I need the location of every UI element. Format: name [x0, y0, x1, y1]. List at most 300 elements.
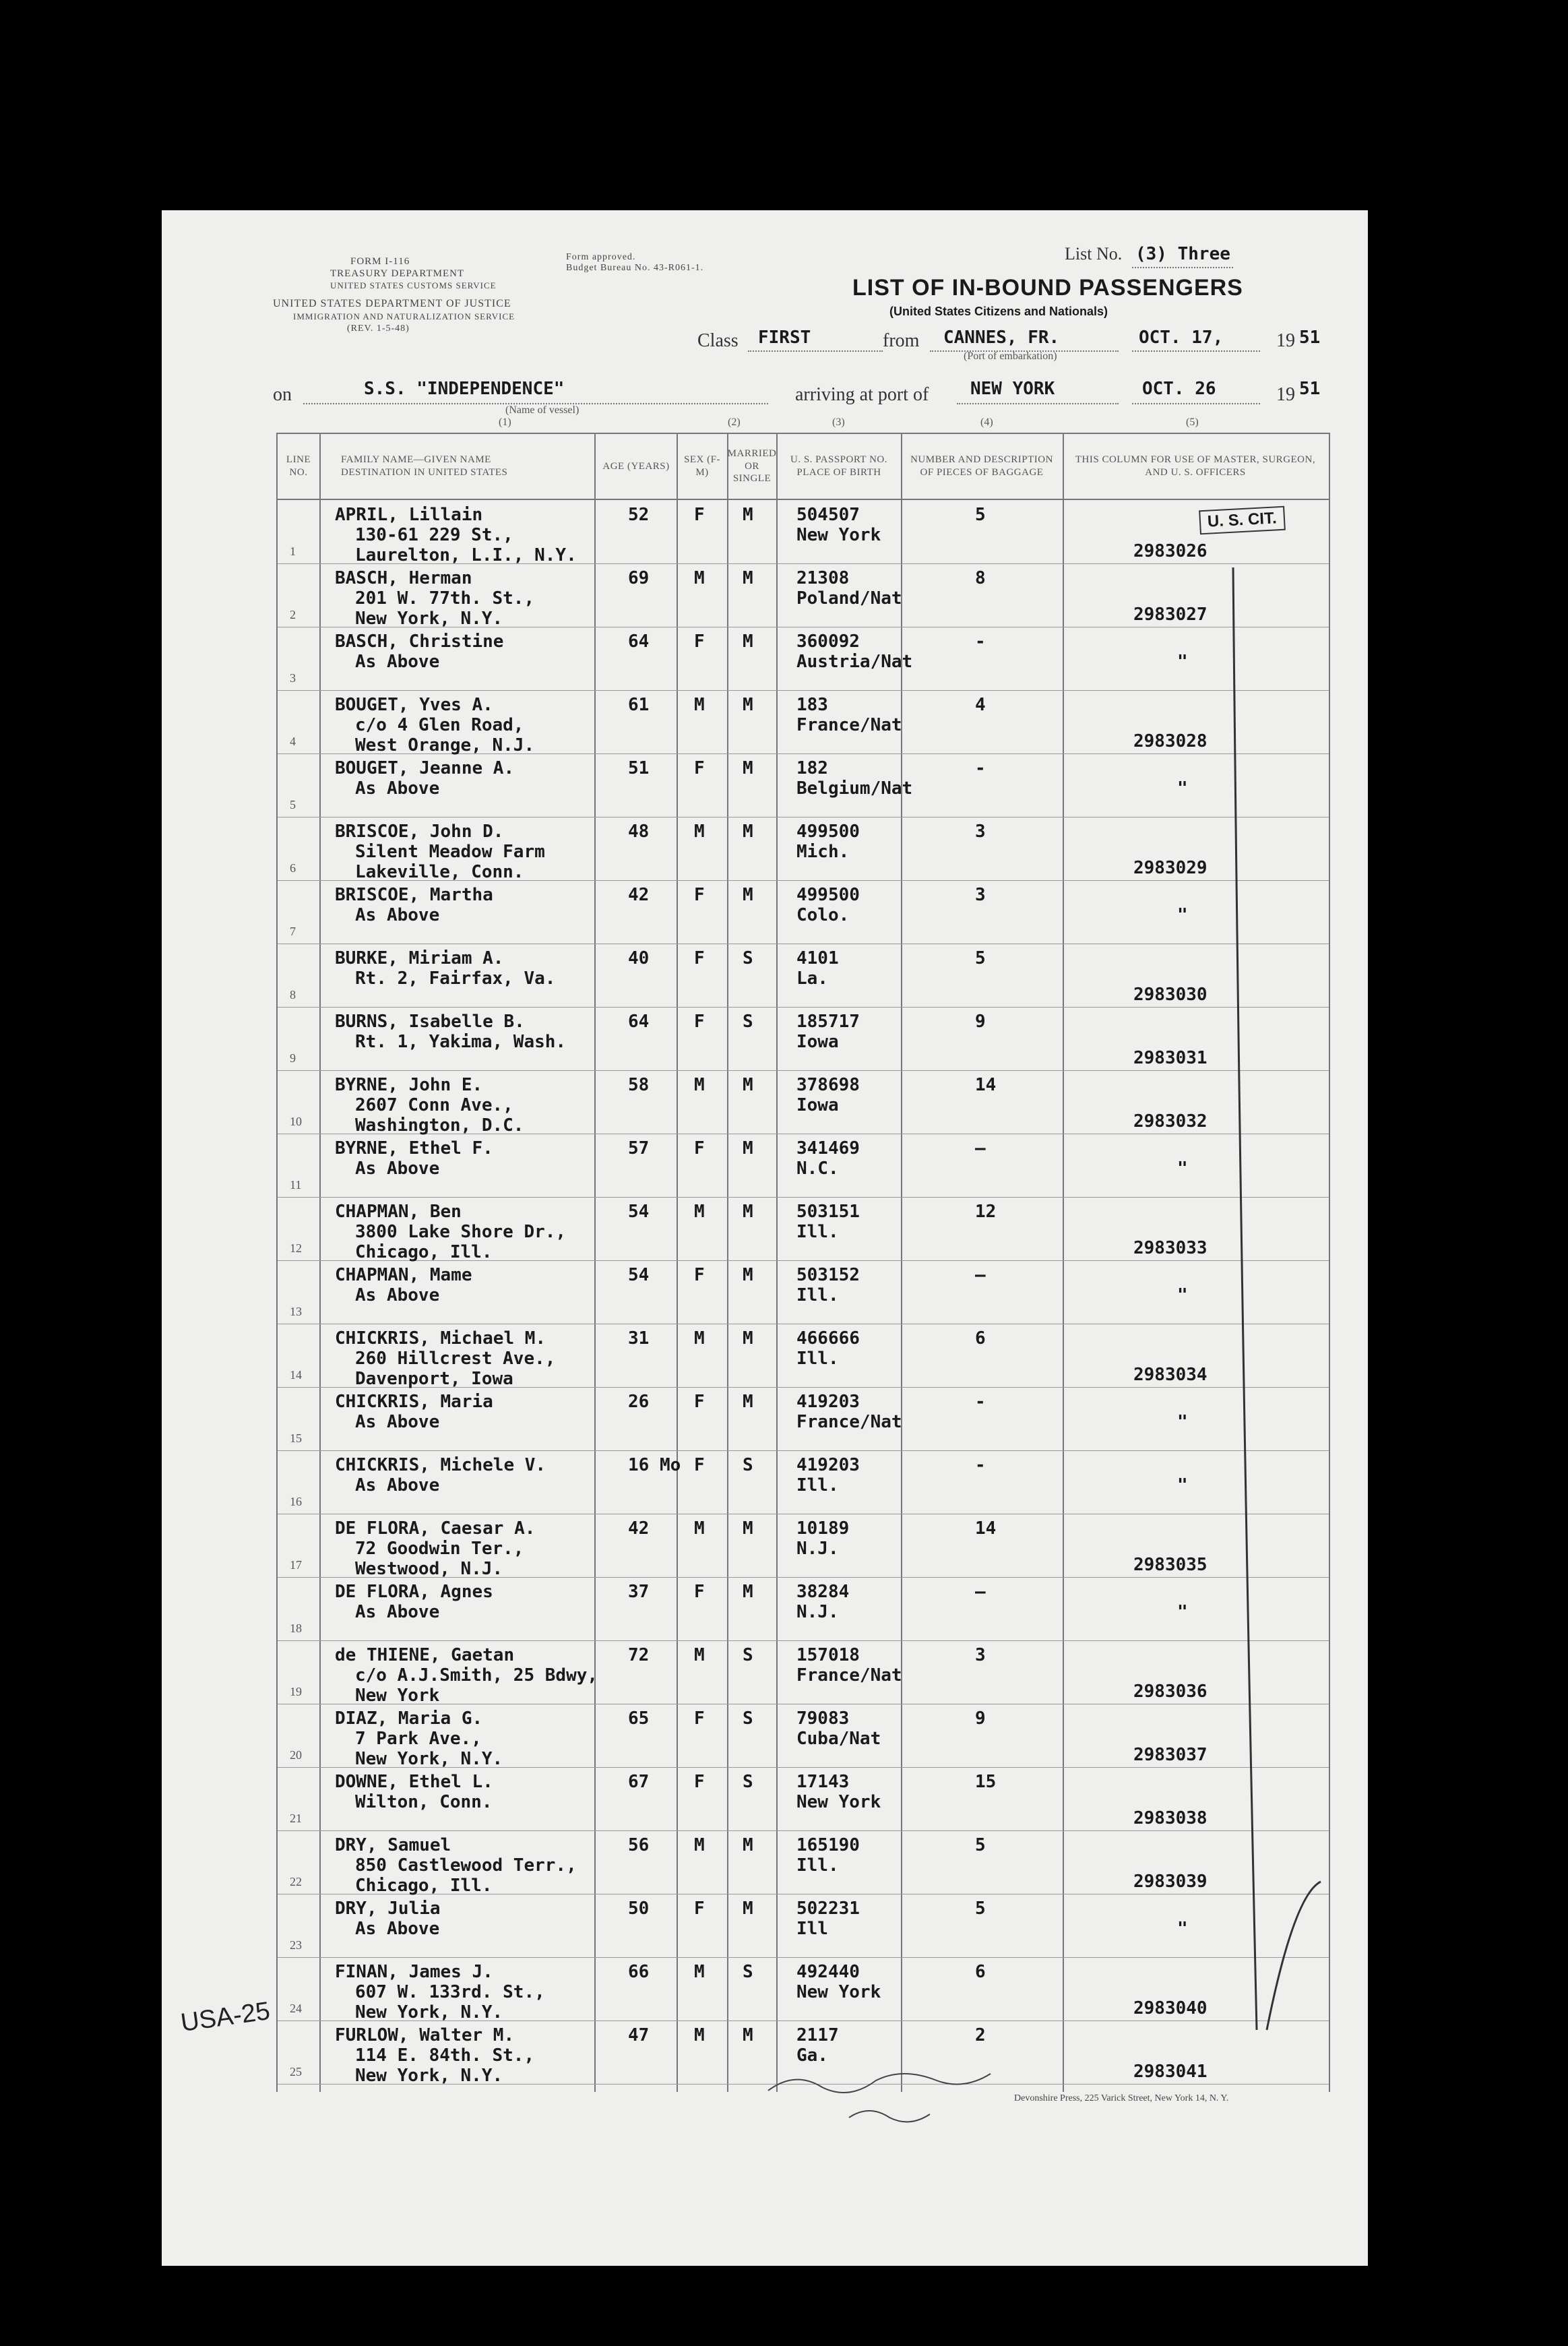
list-no-label: List No.: [1065, 244, 1123, 264]
age: 64: [628, 631, 650, 652]
age: 51: [628, 758, 650, 778]
age: 64: [628, 1012, 650, 1032]
place-of-birth: Ill.: [796, 1349, 839, 1369]
place-of-birth: France/Nat: [796, 715, 902, 735]
age: 54: [628, 1265, 650, 1285]
passenger-name: BOUGET, Yves A.: [335, 695, 493, 715]
ins-service: IMMIGRATION AND NATURALIZATION SERVICE: [293, 311, 515, 321]
line-number: 10: [290, 1115, 302, 1128]
address-line-1: 130-61 229 St.,: [355, 525, 513, 545]
class-value: FIRST: [758, 328, 811, 348]
address-line-2: Westwood, N.J.: [355, 1559, 503, 1579]
line-number: 18: [290, 1622, 302, 1635]
justice-dept: UNITED STATES DEPARTMENT OF JUSTICE: [273, 298, 511, 309]
marital-status: M: [743, 1202, 753, 1222]
officer-number: 2983030: [1133, 985, 1208, 1005]
line-number: 16: [290, 1495, 302, 1508]
sex: F: [694, 1582, 705, 1602]
passenger-name: DIAZ, Maria G.: [335, 1708, 483, 1729]
col-header-officers: THIS COLUMN FOR USE OF MASTER, SURGEON, AND U. S. OFFICERS: [1075, 454, 1316, 478]
baggage-count: 5: [975, 505, 986, 525]
passenger-name: APRIL, Lillain: [335, 505, 483, 525]
line-number: 4: [290, 735, 296, 748]
departure-date: OCT. 17,: [1139, 328, 1224, 348]
officer-number: 2983039: [1133, 1872, 1208, 1892]
age: 66: [628, 1962, 650, 1982]
baggage-count: 3: [975, 822, 986, 842]
officer-number: 2983033: [1133, 1238, 1208, 1258]
line-number: 5: [290, 798, 296, 811]
passport-number: 38284: [796, 1582, 850, 1602]
baggage-count: —: [975, 1265, 986, 1285]
address-line-1: As Above: [355, 1159, 440, 1179]
arrival-year: 51: [1299, 379, 1321, 399]
marital-status: S: [743, 1012, 753, 1032]
passport-number: 503152: [796, 1265, 860, 1285]
marital-status: S: [743, 1962, 753, 1982]
passenger-name: CHICKRIS, Michael M.: [335, 1328, 546, 1349]
marital-status: S: [743, 1645, 753, 1665]
sex: F: [694, 505, 705, 525]
address-line-2: New York: [355, 1686, 440, 1706]
passenger-name: BURNS, Isabelle B.: [335, 1012, 525, 1032]
address-line-2: Chicago, Ill.: [355, 1876, 493, 1896]
line-number: 12: [290, 1241, 302, 1255]
line-number: 11: [290, 1178, 302, 1192]
address-line-1: As Above: [355, 1475, 440, 1495]
line-number: 13: [290, 1305, 302, 1318]
age: 61: [628, 695, 650, 715]
sex: F: [694, 1265, 705, 1285]
passenger-name: DE FLORA, Caesar A.: [335, 1518, 536, 1539]
address-line-1: 850 Castlewood Terr.,: [355, 1855, 577, 1876]
passenger-name: BYRNE, John E.: [335, 1075, 483, 1095]
marital-status: S: [743, 948, 753, 968]
officer-number: 2983040: [1133, 1998, 1208, 2018]
passport-number: 2117: [796, 2025, 839, 2045]
officer-number: 2983037: [1133, 1745, 1208, 1765]
marital-status: M: [743, 1265, 753, 1285]
passenger-name: FINAN, James J.: [335, 1962, 493, 1982]
passenger-name: BRISCOE, Martha: [335, 885, 493, 905]
address-line-2: Chicago, Ill.: [355, 1242, 493, 1262]
address-line-2: New York, N.Y.: [355, 2002, 503, 2023]
passport-number: 499500: [796, 822, 860, 842]
col-header-name: FAMILY NAME—GIVEN NAME DESTINATION IN UNITED STATES: [341, 454, 508, 478]
address-line-1: As Above: [355, 1412, 440, 1432]
place-of-birth: N.C.: [796, 1159, 839, 1179]
address-line-1: 607 W. 133rd. St.,: [355, 1982, 545, 2002]
officer-number: 2983028: [1133, 731, 1208, 751]
line-number: 23: [290, 1938, 302, 1952]
address-line-1: As Above: [355, 778, 440, 799]
marital-status: M: [743, 758, 753, 778]
col-header-line: LINE NO.: [286, 454, 311, 478]
marital-status: S: [743, 1455, 753, 1475]
margin-note: USA-25: [179, 1996, 272, 2038]
officer-number: 2983036: [1133, 1681, 1208, 1702]
line-number: 14: [290, 1368, 302, 1382]
age: 42: [628, 1518, 650, 1539]
sex: F: [694, 1772, 705, 1792]
address-line-2: Laurelton, L.I., N.Y.: [355, 545, 577, 565]
place-of-birth: New York: [796, 525, 881, 545]
passenger-name: de THIENE, Gaetan: [335, 1645, 515, 1665]
baggage-count: 5: [975, 1899, 986, 1919]
sex: M: [694, 1202, 705, 1222]
officer-number: 2983029: [1133, 858, 1208, 878]
passport-number: 492440: [796, 1962, 860, 1982]
sex: M: [694, 2025, 705, 2045]
age: 31: [628, 1328, 650, 1349]
sex: M: [694, 822, 705, 842]
sex: M: [694, 695, 705, 715]
col-header-baggage: NUMBER AND DESCRIPTION OF PIECES OF BAGGAGE: [910, 454, 1053, 478]
passport-number: 499500: [796, 885, 860, 905]
age: 56: [628, 1835, 650, 1855]
officer-number: 2983027: [1133, 605, 1208, 625]
passenger-name: BYRNE, Ethel F.: [335, 1138, 493, 1159]
age: 69: [628, 568, 650, 588]
col-header-age: AGE (YEARS): [602, 460, 670, 472]
place-of-birth: Ill.: [796, 1855, 839, 1876]
passport-number: 157018: [796, 1645, 860, 1665]
sex: F: [694, 885, 705, 905]
baggage-count: 5: [975, 1835, 986, 1855]
passport-number: 17143: [796, 1772, 850, 1792]
place-of-birth: N.J.: [796, 1539, 839, 1559]
sex: F: [694, 631, 705, 652]
form-number: FORM I-116: [350, 256, 410, 267]
address-line-2: Lakeville, Conn.: [355, 862, 524, 882]
marital-status: M: [743, 822, 753, 842]
page-title: LIST OF IN-BOUND PASSENGERS: [852, 275, 1243, 301]
place-of-birth: France/Nat: [796, 1412, 902, 1432]
treasury-dept: TREASURY DEPARTMENT: [330, 268, 465, 279]
form-approved: Form approved.: [566, 252, 636, 262]
customs-service: UNITED STATES CUSTOMS SERVICE: [330, 280, 497, 290]
marital-status: M: [743, 631, 753, 652]
sex: M: [694, 568, 705, 588]
address-line-1: 3800 Lake Shore Dr.,: [355, 1222, 567, 1242]
line-number: 3: [290, 671, 296, 685]
address-line-1: As Above: [355, 1285, 440, 1305]
class-label: Class: [697, 330, 739, 351]
passenger-name: BASCH, Herman: [335, 568, 472, 588]
place-of-birth: La.: [796, 968, 828, 989]
place-of-birth: Austria/Nat: [796, 652, 913, 672]
marital-status: S: [743, 1772, 753, 1792]
address-line-1: Rt. 2, Fairfax, Va.: [355, 968, 556, 989]
address-line-1: 260 Hillcrest Ave.,: [355, 1349, 556, 1369]
officer-number: 2983031: [1133, 1048, 1208, 1068]
address-line-2: Davenport, Iowa: [355, 1369, 513, 1389]
place-of-birth: Ill.: [796, 1285, 839, 1305]
officer-number: ": [1177, 1159, 1188, 1179]
line-number: 19: [290, 1685, 302, 1698]
place-of-birth: Ga.: [796, 2045, 828, 2066]
line-number: 24: [290, 2002, 302, 2015]
line-number: 20: [290, 1748, 302, 1762]
age: 52: [628, 505, 650, 525]
place-of-birth: N.J.: [796, 1602, 839, 1622]
marital-status: M: [743, 1899, 753, 1919]
officer-number: ": [1177, 1475, 1188, 1495]
line-number: 15: [290, 1431, 302, 1445]
passport-number: 466666: [796, 1328, 860, 1349]
officer-number: ": [1177, 1285, 1188, 1305]
baggage-count: 2: [975, 2025, 986, 2045]
age: 72: [628, 1645, 650, 1665]
line-number: 2: [290, 608, 296, 621]
age: 54: [628, 1202, 650, 1222]
officer-number: 2983032: [1133, 1111, 1208, 1132]
age: 57: [628, 1138, 650, 1159]
age: 50: [628, 1899, 650, 1919]
address-line-1: 2607 Conn Ave.,: [355, 1095, 513, 1115]
sex: F: [694, 948, 705, 968]
printer-imprint: Devonshire Press, 225 Varick Street, New York 14, N. Y.: [1014, 2093, 1229, 2103]
age: 37: [628, 1582, 650, 1602]
passport-number: 185717: [796, 1012, 860, 1032]
sex: M: [694, 1962, 705, 1982]
line-number: 7: [290, 925, 296, 938]
marital-status: M: [743, 568, 753, 588]
marital-status: M: [743, 1392, 753, 1412]
passport-number: 10189: [796, 1518, 850, 1539]
address-line-2: West Orange, N.J.: [355, 735, 535, 755]
marital-status: M: [743, 2025, 753, 2045]
sex: F: [694, 1899, 705, 1919]
place-of-birth: Ill.: [796, 1475, 839, 1495]
line-number: 1: [290, 545, 296, 558]
sex: M: [694, 1328, 705, 1349]
passenger-name: BURKE, Miriam A.: [335, 948, 504, 968]
place-of-birth: New York: [796, 1792, 881, 1812]
sex: M: [694, 1518, 705, 1539]
place-of-birth: Cuba/Nat: [796, 1729, 881, 1749]
passenger-name: BASCH, Christine: [335, 631, 504, 652]
on-label: on: [273, 384, 292, 405]
age: 48: [628, 822, 650, 842]
passport-number: 360092: [796, 631, 860, 652]
officer-number: ": [1177, 778, 1188, 799]
baggage-count: 3: [975, 885, 986, 905]
passport-number: 378698: [796, 1075, 860, 1095]
passport-number: 183: [796, 695, 828, 715]
place-of-birth: Colo.: [796, 905, 850, 925]
passenger-name: FURLOW, Walter M.: [335, 2025, 515, 2045]
baggage-count: —: [975, 1138, 986, 1159]
year-prefix-2: 19: [1276, 384, 1295, 405]
arrival-date: OCT. 26: [1142, 379, 1216, 399]
manifest-page: [162, 210, 1368, 2266]
marital-status: M: [743, 1328, 753, 1349]
sex: M: [694, 1075, 705, 1095]
departure-year: 51: [1299, 328, 1321, 348]
year-prefix-1: 19: [1276, 330, 1295, 351]
place-of-birth: Poland/Nat: [796, 588, 902, 609]
address-line-1: 72 Goodwin Ter.,: [355, 1539, 524, 1559]
passenger-name: DOWNE, Ethel L.: [335, 1772, 493, 1792]
sex: F: [694, 1012, 705, 1032]
sex: F: [694, 758, 705, 778]
col-number: (1): [499, 416, 511, 428]
place-of-birth: France/Nat: [796, 1665, 902, 1686]
baggage-count: 14: [975, 1075, 997, 1095]
passport-number: 21308: [796, 568, 850, 588]
vessel-caption: (Name of vessel): [505, 404, 579, 416]
baggage-count: 9: [975, 1012, 986, 1032]
baggage-count: -: [975, 1455, 986, 1475]
line-number: 21: [290, 1812, 302, 1825]
address-line-2: New York, N.Y.: [355, 609, 503, 629]
address-line-1: c/o A.J.Smith, 25 Bdwy,: [355, 1665, 598, 1686]
age: 26: [628, 1392, 650, 1412]
address-line-1: 114 E. 84th. St.,: [355, 2045, 535, 2066]
passenger-name: DRY, Samuel: [335, 1835, 451, 1855]
officer-number: 2983038: [1133, 1808, 1208, 1828]
age: 67: [628, 1772, 650, 1792]
vessel-name: S.S. "INDEPENDENCE": [364, 379, 565, 399]
place-of-birth: Iowa: [796, 1095, 839, 1115]
revision: (REV. 1-5-48): [347, 323, 410, 334]
line-number: 9: [290, 1051, 296, 1065]
baggage-count: 6: [975, 1962, 986, 1982]
baggage-count: -: [975, 758, 986, 778]
address-line-1: Rt. 1, Yakima, Wash.: [355, 1032, 567, 1052]
col-number: (2): [728, 416, 741, 428]
col-header-married: MARRIED OR SINGLE: [727, 447, 777, 485]
marital-status: M: [743, 1075, 753, 1095]
baggage-count: 6: [975, 1328, 986, 1349]
address-line-2: New York, N.Y.: [355, 2066, 503, 2086]
sex: F: [694, 1455, 705, 1475]
list-no-value: (3) Three: [1135, 244, 1230, 264]
officer-number: ": [1177, 905, 1188, 925]
passport-number: 4101: [796, 948, 839, 968]
passport-number: 165190: [796, 1835, 860, 1855]
sex: F: [694, 1708, 705, 1729]
line-number: 17: [290, 1558, 302, 1572]
officer-number: ": [1177, 652, 1188, 672]
address-line-1: 7 Park Ave.,: [355, 1729, 482, 1749]
passenger-name: CHICKRIS, Michele V.: [335, 1455, 546, 1475]
address-line-2: New York, N.Y.: [355, 1749, 503, 1769]
age: 42: [628, 885, 650, 905]
address-line-1: As Above: [355, 905, 440, 925]
passport-number: 182: [796, 758, 828, 778]
line-number: 22: [290, 1875, 302, 1888]
page-subtitle: (United States Citizens and Nationals): [889, 305, 1108, 318]
marital-status: M: [743, 695, 753, 715]
sex: F: [694, 1138, 705, 1159]
passport-number: 419203: [796, 1455, 860, 1475]
age: 16 Mo: [628, 1455, 681, 1475]
place-of-birth: Ill: [796, 1919, 828, 1939]
marital-status: M: [743, 1582, 753, 1602]
officer-number: 2983034: [1133, 1365, 1208, 1385]
age: 65: [628, 1708, 650, 1729]
marital-status: M: [743, 505, 753, 525]
passport-number: 503151: [796, 1202, 860, 1222]
col-number: (3): [832, 416, 845, 428]
address-line-2: Washington, D.C.: [355, 1115, 524, 1136]
from-label: from: [883, 330, 920, 351]
officer-number: 2983035: [1133, 1555, 1208, 1575]
baggage-count: 12: [975, 1202, 997, 1222]
sex: F: [694, 1392, 705, 1412]
age: 58: [628, 1075, 650, 1095]
col-number: (5): [1186, 416, 1199, 428]
address-line-1: As Above: [355, 1919, 440, 1939]
address-line-1: Silent Meadow Farm: [355, 842, 545, 862]
passport-number: 79083: [796, 1708, 850, 1729]
embark-caption: (Port of embarkation): [964, 350, 1057, 362]
baggage-count: -: [975, 1392, 986, 1412]
place-of-birth: Iowa: [796, 1032, 839, 1052]
col-header-sex: SEX (F-M): [684, 454, 720, 478]
passenger-name: DRY, Julia: [335, 1899, 441, 1919]
address-line-1: c/o 4 Glen Road,: [355, 715, 524, 735]
sex: M: [694, 1645, 705, 1665]
col-number: (4): [980, 416, 993, 428]
address-line-1: 201 W. 77th. St.,: [355, 588, 535, 609]
age: 47: [628, 2025, 650, 2045]
passport-number: 502231: [796, 1899, 860, 1919]
passenger-name: CHICKRIS, Maria: [335, 1392, 493, 1412]
passport-number: 419203: [796, 1392, 860, 1412]
baggage-count: 15: [975, 1772, 997, 1792]
line-number: 6: [290, 861, 296, 875]
officer-number: 2983041: [1133, 2062, 1208, 2082]
baggage-count: 14: [975, 1518, 997, 1539]
address-line-1: As Above: [355, 652, 440, 672]
marital-status: M: [743, 1835, 753, 1855]
marital-status: M: [743, 1518, 753, 1539]
place-of-birth: Belgium/Nat: [796, 778, 913, 799]
passport-number: 341469: [796, 1138, 860, 1159]
arriving-label: arriving at port of: [795, 384, 929, 405]
baggage-count: —: [975, 1582, 986, 1602]
sex: M: [694, 1835, 705, 1855]
from-value: CANNES, FR.: [943, 328, 1060, 348]
age: 40: [628, 948, 650, 968]
passport-number: 504507: [796, 505, 860, 525]
us-cit-stamp: U. S. CIT.: [1199, 506, 1285, 535]
line-number: 25: [290, 2065, 302, 2078]
baggage-count: 3: [975, 1645, 986, 1665]
officer-number: ": [1177, 1602, 1188, 1622]
officer-number: 2983026: [1133, 541, 1208, 561]
col-header-passport: U. S. PASSPORT NO. PLACE OF BIRTH: [790, 454, 887, 478]
passenger-name: CHAPMAN, Ben: [335, 1202, 462, 1222]
baggage-count: 9: [975, 1708, 986, 1729]
place-of-birth: Mich.: [796, 842, 850, 862]
address-line-1: As Above: [355, 1602, 440, 1622]
marital-status: M: [743, 885, 753, 905]
officer-number: ": [1177, 1919, 1188, 1939]
marital-status: S: [743, 1708, 753, 1729]
place-of-birth: Ill.: [796, 1222, 839, 1242]
arrival-port: NEW YORK: [970, 379, 1055, 399]
passenger-name: DE FLORA, Agnes: [335, 1582, 493, 1602]
passenger-name: CHAPMAN, Mame: [335, 1265, 472, 1285]
baggage-count: 4: [975, 695, 986, 715]
line-number: 8: [290, 988, 296, 1001]
address-line-1: Wilton, Conn.: [355, 1792, 493, 1812]
passenger-name: BOUGET, Jeanne A.: [335, 758, 515, 778]
